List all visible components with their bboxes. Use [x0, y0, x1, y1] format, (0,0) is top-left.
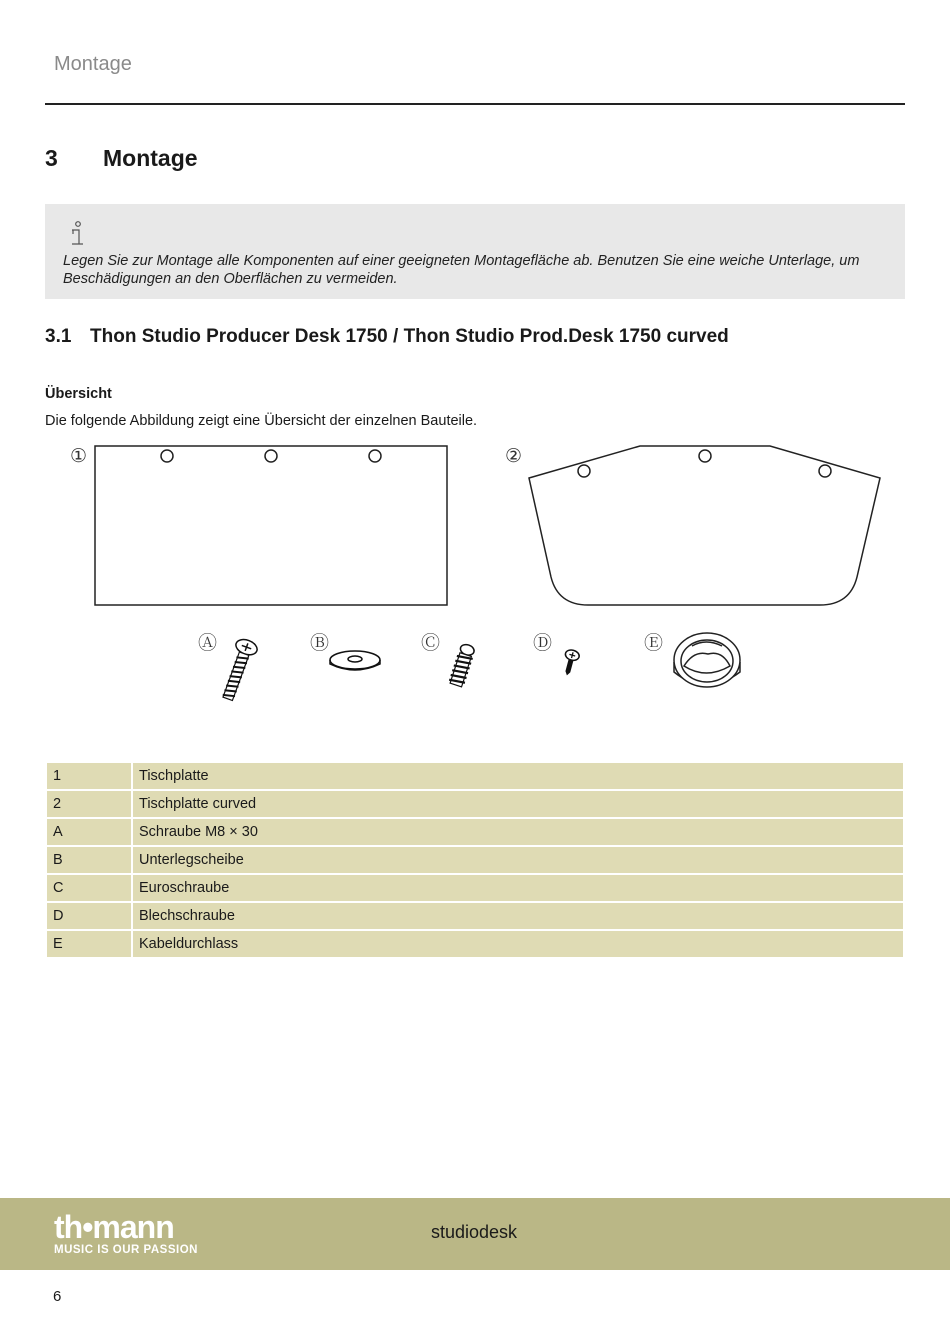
table-row — [47, 875, 903, 901]
section-number: 3.1 — [45, 326, 72, 347]
cable-grommet-drawing — [674, 633, 740, 687]
callout-b: Ⓑ — [310, 632, 330, 654]
part-label: Tischplatte — [133, 763, 903, 789]
washer-drawing — [330, 651, 380, 670]
running-header: Montage — [54, 53, 132, 75]
parts-overview-figure — [0, 440, 950, 720]
page-number: 6 — [53, 1288, 62, 1305]
callout-c: Ⓒ — [421, 632, 441, 654]
part-key: B — [47, 847, 131, 873]
overview-intro: Die folgende Abbildung zeigt eine Übersicht der einzelnen Bauteile. — [45, 413, 478, 429]
product-name: studiodesk — [431, 1222, 518, 1242]
part-label: Unterlegscheibe — [133, 847, 903, 873]
overview-heading: Übersicht — [45, 386, 112, 402]
callout-a: Ⓐ — [198, 632, 218, 654]
table-row — [47, 763, 903, 789]
part-label: Blechschraube — [133, 903, 903, 929]
part-key: C — [47, 875, 131, 901]
header-rule — [45, 103, 905, 105]
logo-brand: th•mann — [54, 1209, 174, 1245]
footer-band — [0, 1198, 950, 1270]
section-title: Thon Studio Producer Desk 1750 / Thon Studio Prod.Desk 1750 curved — [90, 326, 729, 347]
table-row — [47, 791, 903, 817]
euro-screw-drawing — [448, 643, 476, 688]
table-row — [47, 847, 903, 873]
callout-1: ① — [70, 445, 88, 467]
table-row — [47, 819, 903, 845]
curved-desk-top-drawing — [529, 446, 880, 605]
part-label: Euroschraube — [133, 875, 903, 901]
logo-tagline: MUSIC IS OUR PASSION — [54, 1244, 198, 1256]
part-key: D — [47, 903, 131, 929]
chapter-title: Montage — [103, 145, 198, 171]
part-key: A — [47, 819, 131, 845]
callout-e: Ⓔ — [644, 632, 664, 654]
part-key: E — [47, 931, 131, 957]
note-box — [45, 204, 905, 299]
table-row — [47, 903, 903, 929]
callout-d: Ⓓ — [533, 632, 553, 654]
part-label: Tischplatte curved — [133, 791, 903, 817]
parts-table — [45, 761, 905, 959]
part-key: 1 — [47, 763, 131, 789]
chapter-number: 3 — [45, 145, 58, 171]
desk-top-drawing — [95, 446, 447, 605]
note-text: Legen Sie zur Montage alle Komponenten auf einer geeigneten Montagefläche ab. Benutzen Sie eine weiche Unterlage, um Beschädigungen an den Oberflächen zu vermeiden. — [63, 253, 860, 287]
part-label: Kabeldurchlass — [133, 931, 903, 957]
info-icon — [67, 220, 89, 253]
table-row — [47, 931, 903, 957]
section-heading — [45, 326, 729, 348]
screw-m8-drawing — [217, 637, 259, 703]
callout-2: ② — [505, 445, 523, 467]
part-key: 2 — [47, 791, 131, 817]
thomann-logo — [54, 1209, 198, 1256]
part-label: Schraube M8 × 30 — [133, 819, 903, 845]
sheet-metal-screw-drawing — [560, 649, 580, 677]
